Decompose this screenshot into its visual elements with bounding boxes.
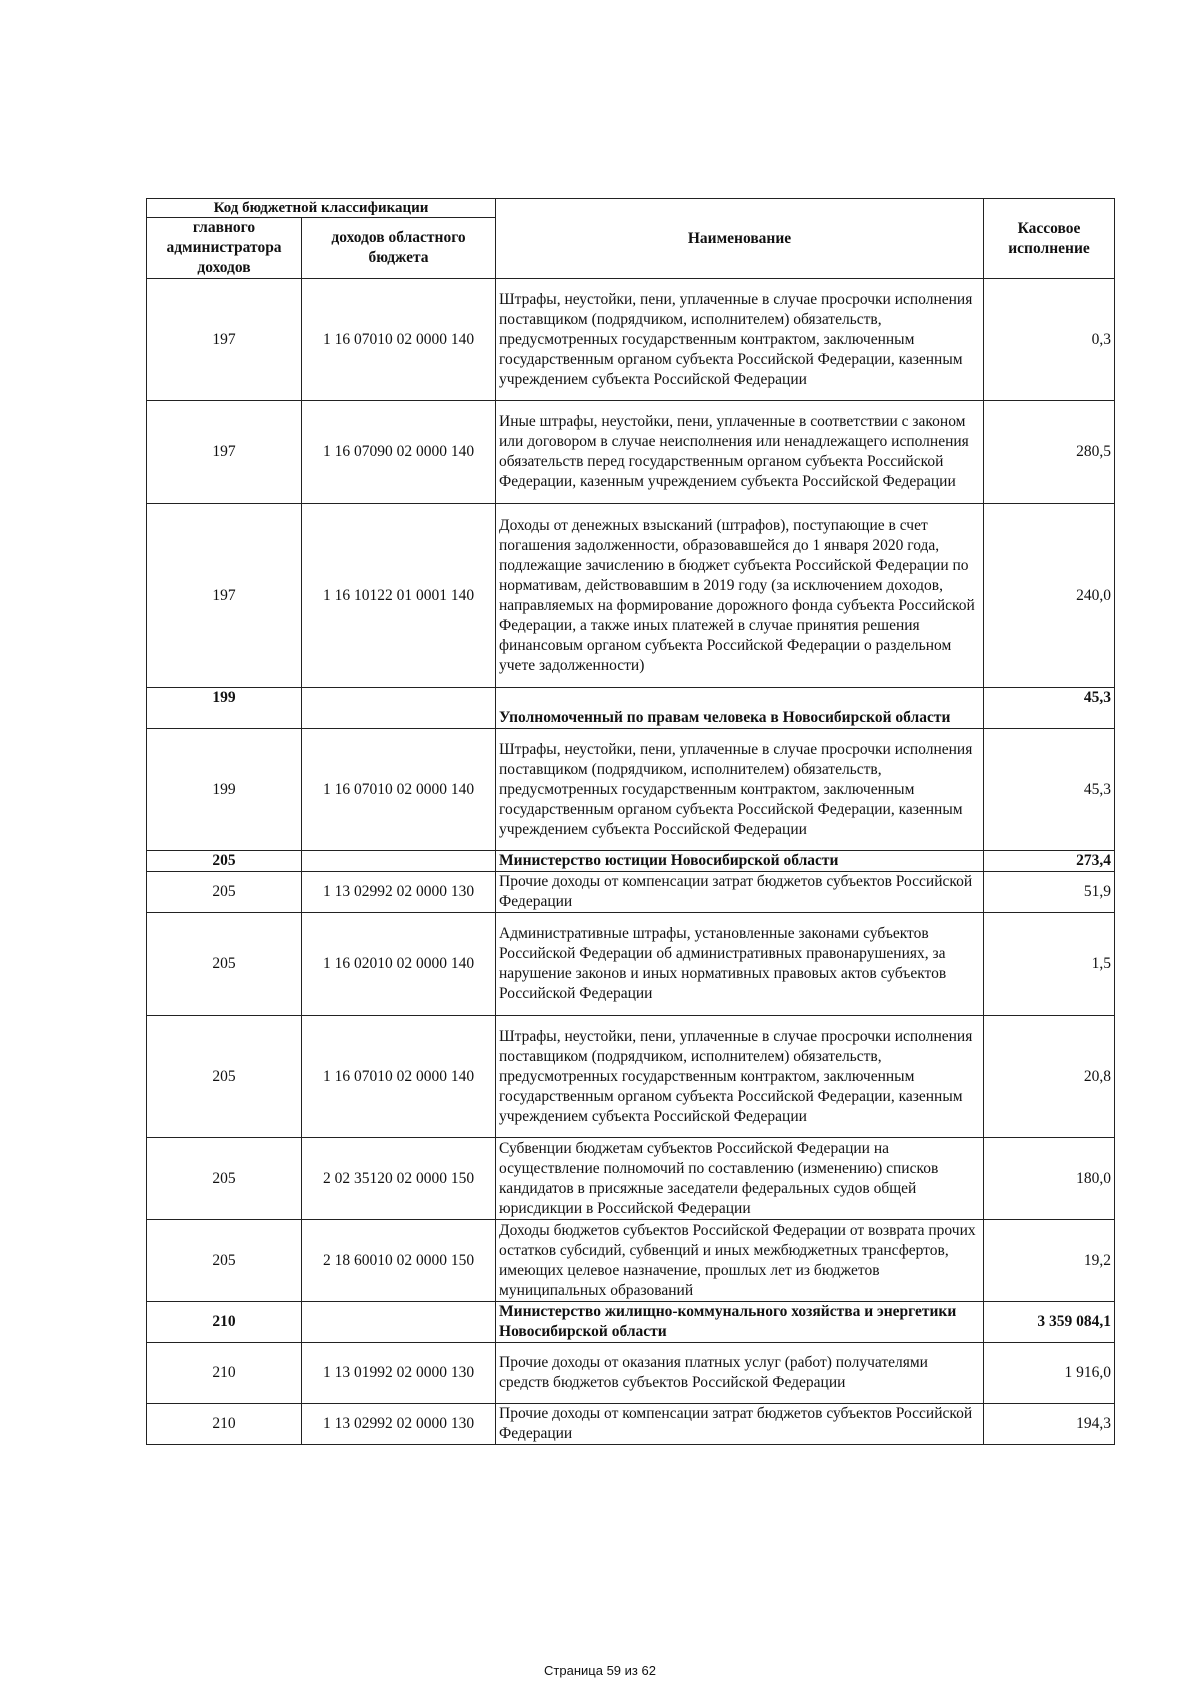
table-row xyxy=(147,1343,1115,1404)
cell-amount: 194,3 xyxy=(984,1404,1115,1445)
cell-name: Доходы бюджетов субъектов Российской Федерации от возврата прочих остатков субсидий, субвенций и иных межбюджетных трансфертов, имеющих целевое назначение, прошлых лет из бюджетов муниципальных образований xyxy=(496,1220,984,1302)
cell-admin: 210 xyxy=(147,1343,302,1404)
cell-admin: 205 xyxy=(147,1138,302,1220)
cell-code xyxy=(302,1302,496,1343)
cell-amount: 51,9 xyxy=(984,872,1115,913)
cell-admin: 205 xyxy=(147,851,302,872)
cell-amount: 1 916,0 xyxy=(984,1343,1115,1404)
cell-name: Доходы от денежных взысканий (штрафов), поступающие в счет погашения задолженности, образовавшейся до 1 января 2020 года, подлежащие зачислению в бюджет субъекта Российской Федерации по нормативам, действовавшим в 2019 году (за исключением доходов, направляемых на формирование дорожного фонда субъекта Российской Федерации, а также иных платежей в случае принятия решения финансовым органом субъекта Российской Федерации о раздельном учете задолженности) xyxy=(496,504,984,688)
cell-code: 2 18 60010 02 0000 150 xyxy=(302,1220,496,1302)
cell-admin: 210 xyxy=(147,1404,302,1445)
budget-table xyxy=(146,198,1115,1445)
table-row xyxy=(147,872,1115,913)
table-row xyxy=(147,1404,1115,1445)
cell-code: 2 02 35120 02 0000 150 xyxy=(302,1138,496,1220)
cell-admin: 210 xyxy=(147,1302,302,1343)
cell-code xyxy=(302,688,496,729)
cell-admin: 205 xyxy=(147,1016,302,1138)
cell-amount: 280,5 xyxy=(984,401,1115,504)
cell-amount: 45,3 xyxy=(984,729,1115,851)
cell-name: Министерство юстиции Новосибирской области xyxy=(496,851,984,872)
table-row xyxy=(147,1138,1115,1220)
cell-admin: 199 xyxy=(147,688,302,729)
table-row xyxy=(147,401,1115,504)
header-name: Наименование xyxy=(496,199,984,279)
cell-admin: 199 xyxy=(147,729,302,851)
cell-name: Штрафы, неустойки, пени, уплаченные в случае просрочки исполнения поставщиком (подрядчиком, исполнителем) обязательств, предусмотренных государственным контрактом, заключенным государственным органом субъекта Российской Федерации, казенным учреждением субъекта Российской Федерации xyxy=(496,1016,984,1138)
cell-amount: 20,8 xyxy=(984,1016,1115,1138)
header-code: доходов областного бюджета xyxy=(302,218,496,279)
cell-name: Прочие доходы от компенсации затрат бюджетов субъектов Российской Федерации xyxy=(496,872,984,913)
table-row-total xyxy=(147,688,1115,729)
cell-admin: 205 xyxy=(147,872,302,913)
header-admin: главного администратора доходов xyxy=(147,218,302,279)
table-row xyxy=(147,1016,1115,1138)
cell-name: Штрафы, неустойки, пени, уплаченные в случае просрочки исполнения поставщиком (подрядчиком, исполнителем) обязательств, предусмотренных государственным контрактом, заключенным государственным органом субъекта Российской Федерации, казенным учреждением субъекта Российской Федерации xyxy=(496,729,984,851)
table-row xyxy=(147,504,1115,688)
cell-amount: 0,3 xyxy=(984,279,1115,401)
cell-code: 1 16 10122 01 0001 140 xyxy=(302,504,496,688)
cell-name: Штрафы, неустойки, пени, уплаченные в случае просрочки исполнения поставщиком (подрядчиком, исполнителем) обязательств, предусмотренных государственным контрактом, заключенным государственным органом субъекта Российской Федерации, казенным учреждением субъекта Российской Федерации xyxy=(496,279,984,401)
cell-amount: 240,0 xyxy=(984,504,1115,688)
cell-code xyxy=(302,851,496,872)
cell-code: 1 13 02992 02 0000 130 xyxy=(302,1404,496,1445)
cell-code: 1 16 07010 02 0000 140 xyxy=(302,729,496,851)
cell-amount: 1,5 xyxy=(984,913,1115,1016)
cell-code: 1 16 02010 02 0000 140 xyxy=(302,913,496,1016)
table-row xyxy=(147,279,1115,401)
cell-admin: 205 xyxy=(147,1220,302,1302)
cell-amount: 180,0 xyxy=(984,1138,1115,1220)
cell-admin: 197 xyxy=(147,279,302,401)
cell-amount: 273,4 xyxy=(984,851,1115,872)
cell-admin: 197 xyxy=(147,401,302,504)
cell-name: Административные штрафы, установленные законами субъектов Российской Федерации об административных правонарушениях, за нарушение законов и иных нормативных правовых актов субъектов Российской Федерации xyxy=(496,913,984,1016)
table-row xyxy=(147,1220,1115,1302)
cell-name: Иные штрафы, неустойки, пени, уплаченные в соответствии с законом или договором в случае неисполнения или ненадлежащего исполнения обязательств перед государственным органом субъекта Российской Федерации, казенным учреждением субъекта Российской Федерации xyxy=(496,401,984,504)
header-amount: Кассовое исполнение xyxy=(984,199,1115,279)
cell-code: 1 13 01992 02 0000 130 xyxy=(302,1343,496,1404)
cell-name: Прочие доходы от компенсации затрат бюджетов субъектов Российской Федерации xyxy=(496,1404,984,1445)
cell-name: Министерство жилищно-коммунального хозяйства и энергетики Новосибирской области xyxy=(496,1302,984,1343)
table-row xyxy=(147,913,1115,1016)
table-row xyxy=(147,729,1115,851)
cell-code: 1 16 07010 02 0000 140 xyxy=(302,279,496,401)
table-row-total xyxy=(147,851,1115,872)
cell-amount: 19,2 xyxy=(984,1220,1115,1302)
cell-name: Уполномоченный по правам человека в Новосибирской области xyxy=(496,688,984,729)
cell-admin: 205 xyxy=(147,913,302,1016)
page-number: Страница 59 из 62 xyxy=(544,1663,656,1678)
cell-name: Субвенции бюджетам субъектов Российской Федерации на осуществление полномочий по составлению (изменению) списков кандидатов в присяжные заседатели федеральных судов общей юрисдикции в Российской Федерации xyxy=(496,1138,984,1220)
cell-amount: 3 359 084,1 xyxy=(984,1302,1115,1343)
cell-code: 1 16 07090 02 0000 140 xyxy=(302,401,496,504)
cell-code: 1 16 07010 02 0000 140 xyxy=(302,1016,496,1138)
cell-admin: 197 xyxy=(147,504,302,688)
cell-code: 1 13 02992 02 0000 130 xyxy=(302,872,496,913)
cell-name: Прочие доходы от оказания платных услуг (работ) получателями средств бюджетов субъектов Российской Федерации xyxy=(496,1343,984,1404)
table-row-total xyxy=(147,1302,1115,1343)
header-code-group: Код бюджетной классификации xyxy=(147,199,496,218)
cell-amount: 45,3 xyxy=(984,688,1115,729)
